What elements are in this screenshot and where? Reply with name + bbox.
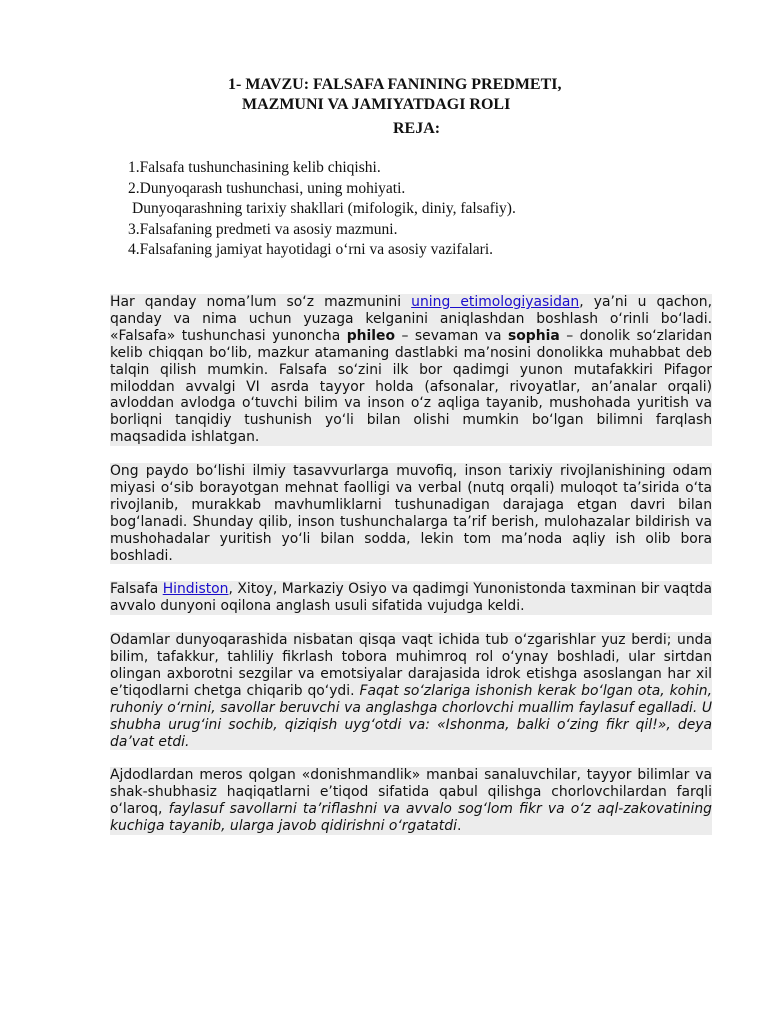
paragraph-italic-text: faylasuf savollarni ta’riflashni va avvalo sog‘lom fikr va o‘z aql-zakovatining kuchiga tayanib, ularga javob qidirishni o‘rgatatdi [110, 801, 712, 835]
plan-item: 4.Falsafaning jamiyat hayotidagi o‘rni va asosiy vazifalari. [128, 241, 493, 258]
plan-heading: REJA: [393, 120, 441, 137]
hindiston-link[interactable]: Hindiston [162, 581, 229, 598]
plan-item: 2.Dunyoqarash tushunchasi, uning mohiyati. [128, 179, 406, 197]
paragraph-text: , Xitoy, Markaziy Osiyo va qadimgi Yunonistonda taxminan bir vaqtda avvalo dunyoni oqilona anglash usuli sifatida vujudga keldi. [110, 581, 712, 615]
paragraph-worldview-change [110, 632, 712, 750]
paragraph-philosopher-role [110, 767, 712, 835]
paragraph-text: Har qanday noma’lum so‘z mazmunini [110, 294, 412, 310]
topic-title-line-2: MAZMUNI VA JAMIYATDAGI ROLI [242, 96, 511, 113]
term-sophia: sophia [507, 327, 560, 344]
paragraph-text: Ajdodlardan meros qolgan «donishmandlik» manbai sanaluvchilar, tayyor bilimlar va shak-shubhasiz haqiqatlarni e’tiqod sifatida qabul qilishga chorlovchilardan farqli o‘laroq, [110, 767, 712, 818]
paragraph-text: – donolik so‘zlaridan kelib chiqqan bo‘lib, mazkur atamaning dastlabki ma’nosini donolikka muhabbat deb talqin qilish mumkin. Falsafa so‘zini ilk bor qadimgi yunon mutafakkiri Pifagor miloddan avvalgi VI asrda tayyor holda (afsonalar, rivoyatlar, an’analar orqali) avloddan avlodga o‘tuvchi bilim va inson o‘z aqliga tayanib, mushohada yuritish va borliqni tanqidiy tushunish yo‘li bilan olishi mumkin bo‘lgan bilimni farqlash maqsadida ishlatgan. [110, 327, 712, 446]
plan-item: Dunyoqarashning tarixiy shakllari (mifologik, diniy, falsafiy). [132, 200, 516, 217]
plan-item: 3.Falsafaning predmeti va asosiy mazmuni. [128, 220, 398, 238]
paragraph-text: – sevaman va [395, 327, 508, 344]
topic-title-line-1: 1- MAVZU: FALSAFA FANINING PREDMETI, [228, 76, 562, 93]
paragraph-text: . [456, 818, 462, 835]
term-phileo: phileo [346, 327, 396, 344]
paragraph-text: Falsafa [110, 581, 163, 598]
paragraph-consciousness: Ong paydo bo‘lishi ilmiy tasavvurlarga muvofiq, inson tarixiy rivojlanishining odam miyasi o‘sib borayotgan mehnat faolligi va verbal (nutq orqali) muloqot ta’sirida o‘ta rivojlanib, murakkab mavhumliklarni tushunadigan darajaga etgan davri bilan bog‘lanadi. Shunday qilib, inson tushunchalarga ta’rif berish, mulohazalar bildirish va mushohadalar yuritish yo‘li bilan sodda, lekin tom ma’noda aqliy ish olib bora boshladi. [110, 463, 712, 564]
paragraph-text: Odamlar dunyoqarashida nisbatan qisqa vaqt ichida tub o‘zgarishlar yuz berdi; unda bilim, tafakkur, tahliliy fikrlash tobora muhimroq rol o‘ynay boshladi, ular sirtdan olingan axborotni sezgilar va emotsiyalar darajasida idrok etishga asoslangan har xil e’tiqodlarni chetga chiqarib qo‘ydi. [110, 632, 712, 699]
etymology-link[interactable]: uning etimologiyasidan [411, 294, 580, 310]
paragraph-etymology [110, 294, 712, 446]
plan-item: 1.Falsafa tushunchasining kelib chiqishi. [128, 159, 381, 176]
body-text [110, 294, 712, 835]
plan-list [128, 158, 516, 261]
paragraph-italic-text: Faqat so‘zlariga ishonish kerak bo‘lgan ota, kohin, ruhoniy o‘rnini, savollar beruvchi va anglashga chorlovchi muallim faylasuf egalladi. U shubha urug‘ini sochib, qiziqish uyg‘otdi va: «Ishonma, balki o‘zing fikr qil!», deya da’vat etdi. [110, 682, 713, 750]
paragraph-text: , ya’ni u qachon, qanday va nima uchun yuzaga kelganini aniqlashdan boshlash o‘rinli bo‘ladi. «Falsafa» tushunchasi yunoncha [110, 294, 713, 344]
paragraph-origins [110, 581, 712, 615]
